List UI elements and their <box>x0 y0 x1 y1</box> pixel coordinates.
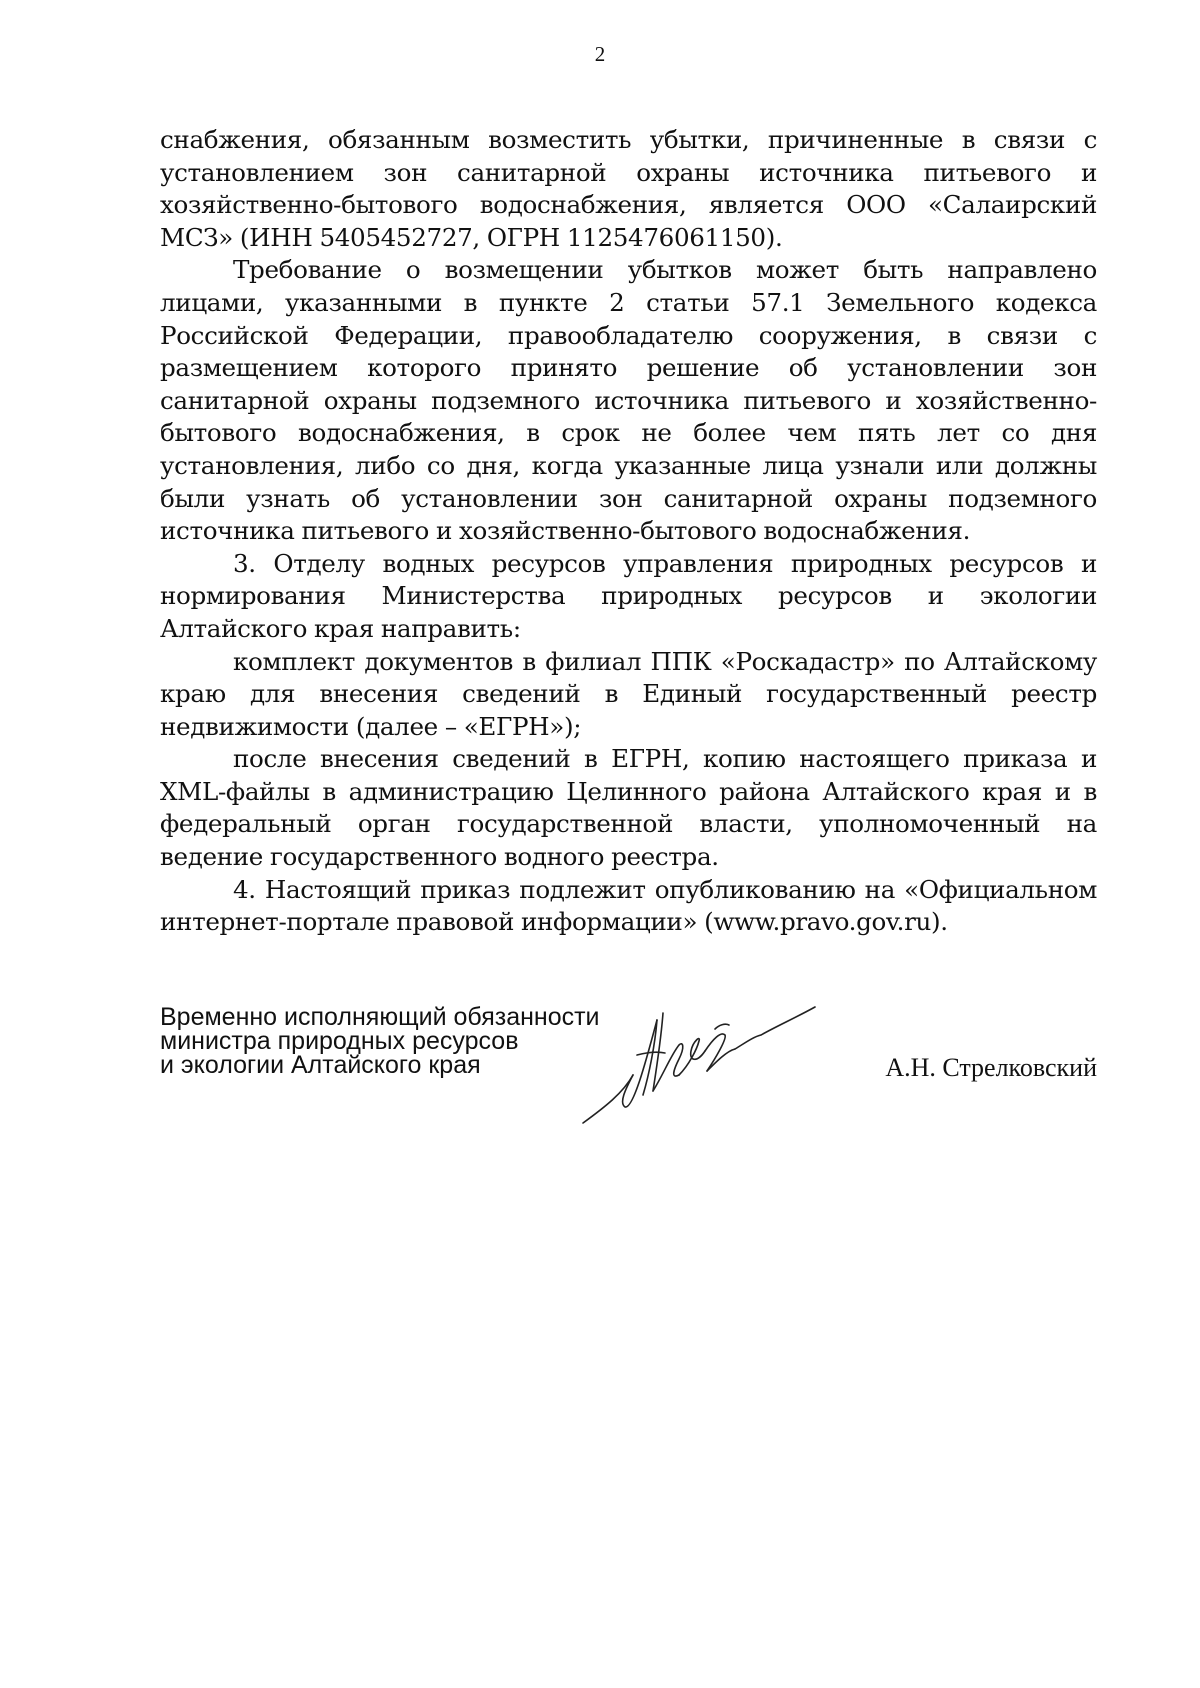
paragraph-continuation: снабжения, обязанным возместить убытки, причиненные в связи с установлением зон санитарной охраны источника питьевого и хозяйственно-бытового водоснабжения, является ООО «Салаирский МСЗ» (ИНН 5405452727, ОГРН 1125476061150). <box>160 125 1097 252</box>
signatory-position-line: и экологии Алтайского края <box>160 1051 481 1079</box>
paragraph-compensation-claim: Требование о возмещении убытков может быть направлено лицами, указанными в пункте 2 статьи 57.1 Земельного кодекса Российской Федерации, правообладателю сооружения, в связи с размещением которого принято решение об установлении зон санитарной охраны подземного источника питьевого и хозяйственно-бытового водоснабжения, в срок не более чем пять лет со дня установления, либо со дня, когда указанные лица узнали или должны были узнать об установлении зон санитарной охраны подземного источника питьевого и хозяйственно-бытового водоснабжения. <box>160 255 1097 546</box>
signatory-position <box>160 1005 600 1077</box>
signatory-position-line: Временно исполняющий обязанности <box>160 1003 600 1031</box>
paragraph-item-4: 4. Настоящий приказ подлежит опубликованию на «Официальном интернет-портале правовой информации» (www.pravo.gov.ru). <box>160 874 1097 937</box>
signatory-name: А.Н. Стрелковский <box>885 1053 1097 1082</box>
handwritten-signature-icon <box>575 995 835 1130</box>
paragraph-item-3-after-egrn: после внесения сведений в ЕГРН, копию настоящего приказа и XML-файлы в администрацию Целинного района Алтайского края и в федеральный орган государственной власти, уполномоченный на ведение государственного водного реестра. <box>160 744 1097 872</box>
paragraph-item-3-documents: комплект документов в филиал ППК «Роскадастр» по Алтайскому краю для внесения сведений в Единый государственный реестр недвижимости (далее – «ЕГРН»); <box>160 646 1097 741</box>
paragraph-item-3: 3. Отделу водных ресурсов управления природных ресурсов и нормирования Министерства природных ресурсов и экологии Алтайского края направить: <box>160 548 1097 643</box>
signatory-position-line: министра природных ресурсов <box>160 1027 519 1055</box>
page-number: 2 <box>594 42 606 66</box>
document-body <box>160 124 1097 939</box>
